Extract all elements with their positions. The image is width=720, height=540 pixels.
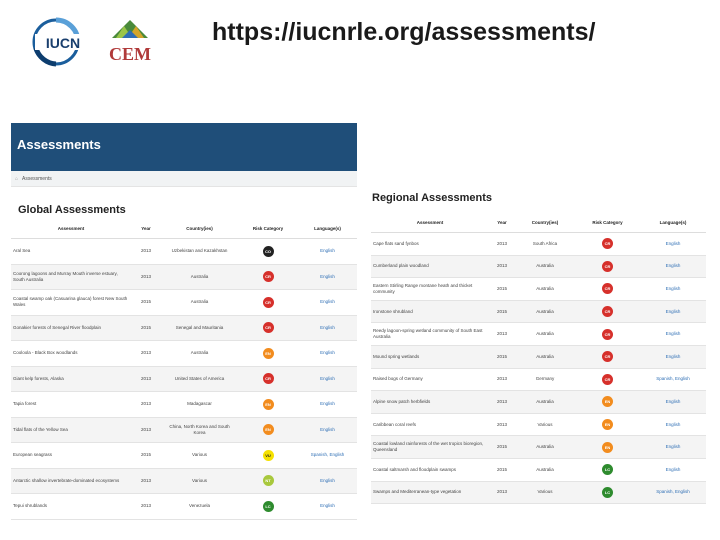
col-country[interactable]: Country(ies) <box>161 218 238 239</box>
language-link[interactable]: English <box>640 233 706 256</box>
country-cell: Australia <box>515 436 575 459</box>
iucn-logo-text: IUCN <box>45 35 81 51</box>
country-cell: Germany <box>515 368 575 391</box>
language-link[interactable]: English <box>298 366 357 392</box>
country-cell: China, North Korea and South Korea <box>161 417 238 443</box>
country-cell: Various <box>161 443 238 469</box>
risk-badge: CR <box>602 374 613 385</box>
country-cell: United States of America <box>161 366 238 392</box>
country-cell: Various <box>515 413 575 436</box>
risk-cell <box>238 341 298 367</box>
table-row[interactable] <box>11 264 357 290</box>
table-row[interactable] <box>11 341 357 367</box>
assessment-cell[interactable]: Coastal saltmarsh and floodplain swamps <box>371 458 489 481</box>
language-link[interactable]: Spanish, English <box>640 481 706 504</box>
iucn-logo <box>32 14 94 70</box>
assessment-cell[interactable]: Tepui shrublands <box>11 494 131 520</box>
assessment-cell[interactable]: Coorong lagoons and Murray Mouth inverse estuary, South Australia <box>11 264 131 290</box>
global-title: Global Assessments <box>18 204 126 216</box>
risk-badge: CR <box>602 238 613 249</box>
table-row[interactable] <box>371 413 706 436</box>
banner-title: Assessments <box>17 137 101 152</box>
risk-badge: CR <box>263 373 274 384</box>
risk-cell <box>238 417 298 443</box>
year-cell: 2015 <box>131 443 161 469</box>
year-cell: 2013 <box>489 233 515 256</box>
risk-badge: CR <box>602 283 613 294</box>
language-link[interactable]: English <box>640 255 706 278</box>
risk-cell <box>238 290 298 316</box>
col-assessment[interactable]: Assessment <box>371 212 489 233</box>
risk-badge: CR <box>602 329 613 340</box>
year-cell: 2015 <box>489 300 515 323</box>
risk-cell <box>575 300 640 323</box>
year-cell: 2013 <box>489 255 515 278</box>
year-cell: 2015 <box>131 315 161 341</box>
table-row[interactable] <box>11 290 357 316</box>
risk-badge: CR <box>602 351 613 362</box>
risk-cell <box>238 468 298 494</box>
global-assessments-panel <box>11 123 357 509</box>
risk-badge: EN <box>263 399 274 410</box>
col-language[interactable]: Language(s) <box>298 218 357 239</box>
home-icon[interactable]: ⌂ <box>15 176 19 182</box>
risk-badge: LC <box>263 501 274 512</box>
language-link[interactable]: English <box>298 392 357 418</box>
year-cell: 2013 <box>131 239 161 265</box>
risk-cell <box>575 436 640 459</box>
language-link[interactable]: English <box>640 391 706 414</box>
table-row[interactable] <box>371 345 706 368</box>
regional-table <box>371 212 706 504</box>
cem-logo <box>98 16 162 70</box>
table-row[interactable] <box>371 323 706 346</box>
assessment-cell[interactable]: Caribbean coral reefs <box>371 413 489 436</box>
col-language[interactable]: Language(s) <box>640 212 706 233</box>
risk-cell <box>575 391 640 414</box>
col-year[interactable]: Year <box>489 212 515 233</box>
risk-badge: CR <box>602 306 613 317</box>
risk-badge: LC <box>602 487 613 498</box>
year-cell: 2015 <box>489 436 515 459</box>
language-link[interactable]: English <box>640 436 706 459</box>
risk-cell <box>575 278 640 301</box>
country-cell: Australia <box>515 391 575 414</box>
country-cell: Australia <box>515 458 575 481</box>
regional-title: Regional Assessments <box>372 192 493 204</box>
language-link[interactable]: English <box>298 264 357 290</box>
year-cell: 2013 <box>489 368 515 391</box>
country-cell: Australia <box>515 278 575 301</box>
risk-badge: CR <box>602 261 613 272</box>
risk-cell <box>575 345 640 368</box>
country-cell: Australia <box>515 300 575 323</box>
table-row[interactable] <box>11 392 357 418</box>
language-link[interactable]: English <box>298 239 357 265</box>
risk-badge: CR <box>263 271 274 282</box>
year-cell: 2015 <box>131 290 161 316</box>
risk-cell <box>575 458 640 481</box>
risk-badge: EN <box>602 396 613 407</box>
assessment-cell[interactable]: Antarctic shallow invertebrate-dominated ecosystems <box>11 468 131 494</box>
assessment-cell[interactable]: Gonakier forests of Senegal River floodplain <box>11 315 131 341</box>
table-row[interactable] <box>371 233 706 256</box>
col-assessment[interactable]: Assessment <box>11 218 131 239</box>
assessment-cell[interactable]: Eastern Stirling Range montane heath and thicket community <box>371 278 489 301</box>
year-cell: 2015 <box>489 458 515 481</box>
table-row[interactable] <box>11 494 357 520</box>
language-link[interactable]: English <box>640 323 706 346</box>
year-cell: 2013 <box>131 468 161 494</box>
assessment-cell[interactable]: European seagrass <box>11 443 131 469</box>
assessment-cell[interactable]: Cumberland plain woodland <box>371 255 489 278</box>
assessment-cell[interactable]: Aral Sea <box>11 239 131 265</box>
table-header <box>371 212 706 233</box>
year-cell: 2015 <box>489 278 515 301</box>
risk-badge: NT <box>263 475 274 486</box>
assessment-cell[interactable]: Cooloola - Black Box woodlands <box>11 341 131 367</box>
assessment-cell[interactable]: Ironstone shrubland <box>371 300 489 323</box>
risk-cell <box>238 494 298 520</box>
language-link[interactable]: English <box>640 413 706 436</box>
year-cell: 2013 <box>489 391 515 414</box>
country-cell: Australia <box>161 264 238 290</box>
risk-cell <box>575 413 640 436</box>
col-country[interactable]: Country(ies) <box>515 212 575 233</box>
table-row[interactable] <box>371 300 706 323</box>
header-logos <box>32 14 162 70</box>
language-link[interactable]: English <box>640 345 706 368</box>
global-table <box>11 218 357 520</box>
year-cell: 2013 <box>131 341 161 367</box>
col-risk[interactable]: Risk Category <box>575 212 640 233</box>
country-cell: Senegal and Mauritania <box>161 315 238 341</box>
table-row[interactable] <box>371 436 706 459</box>
table-row[interactable] <box>11 315 357 341</box>
risk-badge: VU <box>263 450 274 461</box>
language-link[interactable]: English <box>298 494 357 520</box>
table-header <box>11 218 357 239</box>
year-cell: 2013 <box>489 481 515 504</box>
col-risk[interactable]: Risk Category <box>238 218 298 239</box>
year-cell: 2013 <box>131 494 161 520</box>
assessment-cell[interactable]: Coastal swamp oak (Casuarina glauca) forest New South Wales <box>11 290 131 316</box>
assessment-cell[interactable]: Cape flats sand fynbos <box>371 233 489 256</box>
country-cell: Australia <box>515 255 575 278</box>
language-link[interactable]: English <box>298 315 357 341</box>
table-row[interactable] <box>11 468 357 494</box>
assessment-cell[interactable]: Swamps and Mediterranean-type vegetation <box>371 481 489 504</box>
table-row[interactable] <box>371 278 706 301</box>
country-cell: Australia <box>515 323 575 346</box>
language-link[interactable]: English <box>298 290 357 316</box>
col-year[interactable]: Year <box>131 218 161 239</box>
assessment-cell[interactable]: Reedy lagoon-spring wetland community of South East Australia <box>371 323 489 346</box>
language-link[interactable]: English <box>298 417 357 443</box>
risk-badge: LC <box>602 464 613 475</box>
risk-cell <box>238 239 298 265</box>
risk-cell <box>575 233 640 256</box>
url-title[interactable]: https://iucnrle.org/assessments/ <box>212 18 596 46</box>
risk-cell <box>575 255 640 278</box>
language-link[interactable]: Spanish, English <box>298 443 357 469</box>
language-link[interactable]: English <box>640 458 706 481</box>
country-cell: Various <box>161 468 238 494</box>
risk-badge: EN <box>602 419 613 430</box>
risk-badge: EN <box>602 442 613 453</box>
table-row[interactable] <box>11 366 357 392</box>
country-cell: Venezuela <box>161 494 238 520</box>
risk-cell <box>238 315 298 341</box>
risk-cell <box>238 392 298 418</box>
regional-assessments-panel <box>371 192 706 495</box>
country-cell: Madagascar <box>161 392 238 418</box>
country-cell: Uzbekistan and Kazakhstan <box>161 239 238 265</box>
table-row[interactable] <box>371 458 706 481</box>
country-cell: Australia <box>161 290 238 316</box>
assessment-cell[interactable]: Coastal lowland rainforests of the wet tropics bioregion, Queensland <box>371 436 489 459</box>
language-link[interactable]: Spanish, English <box>640 368 706 391</box>
year-cell: 2013 <box>131 417 161 443</box>
table-row[interactable] <box>371 481 706 504</box>
risk-cell <box>575 368 640 391</box>
site-banner <box>11 123 357 171</box>
year-cell: 2015 <box>489 345 515 368</box>
cem-logo-text: CEM <box>109 44 151 64</box>
risk-badge: CR <box>263 322 274 333</box>
language-link[interactable]: English <box>298 468 357 494</box>
year-cell: 2013 <box>131 264 161 290</box>
risk-badge: CR <box>263 297 274 308</box>
year-cell: 2013 <box>131 366 161 392</box>
table-row[interactable] <box>11 417 357 443</box>
risk-cell <box>238 264 298 290</box>
language-link[interactable]: English <box>640 300 706 323</box>
country-cell: Australia <box>161 341 238 367</box>
breadcrumb-current[interactable]: Assessments <box>22 176 52 182</box>
risk-cell <box>575 481 640 504</box>
assessment-cell[interactable]: Giant kelp forests, Alaska <box>11 366 131 392</box>
risk-badge: CO <box>263 246 274 257</box>
assessment-cell[interactable]: Mound spring wetlands <box>371 345 489 368</box>
table-row[interactable] <box>11 443 357 469</box>
risk-cell <box>575 323 640 346</box>
assessment-cell[interactable]: Tapia forest <box>11 392 131 418</box>
assessment-cell[interactable]: Raised bogs of Germany <box>371 368 489 391</box>
table-row[interactable] <box>371 391 706 414</box>
table-row[interactable] <box>371 255 706 278</box>
risk-cell <box>238 366 298 392</box>
table-row[interactable] <box>371 368 706 391</box>
language-link[interactable]: English <box>298 341 357 367</box>
risk-cell <box>238 443 298 469</box>
risk-badge: EN <box>263 348 274 359</box>
country-cell: Australia <box>515 345 575 368</box>
assessment-cell[interactable]: Tidal flats of the Yellow Sea <box>11 417 131 443</box>
language-link[interactable]: English <box>640 278 706 301</box>
year-cell: 2013 <box>489 413 515 436</box>
country-cell: South Africa <box>515 233 575 256</box>
assessment-cell[interactable]: Alpine snow patch herbfields <box>371 391 489 414</box>
year-cell: 2013 <box>131 392 161 418</box>
table-row[interactable] <box>11 239 357 265</box>
year-cell: 2013 <box>489 323 515 346</box>
country-cell: Various <box>515 481 575 504</box>
breadcrumb <box>11 171 357 187</box>
risk-badge: EN <box>263 424 274 435</box>
